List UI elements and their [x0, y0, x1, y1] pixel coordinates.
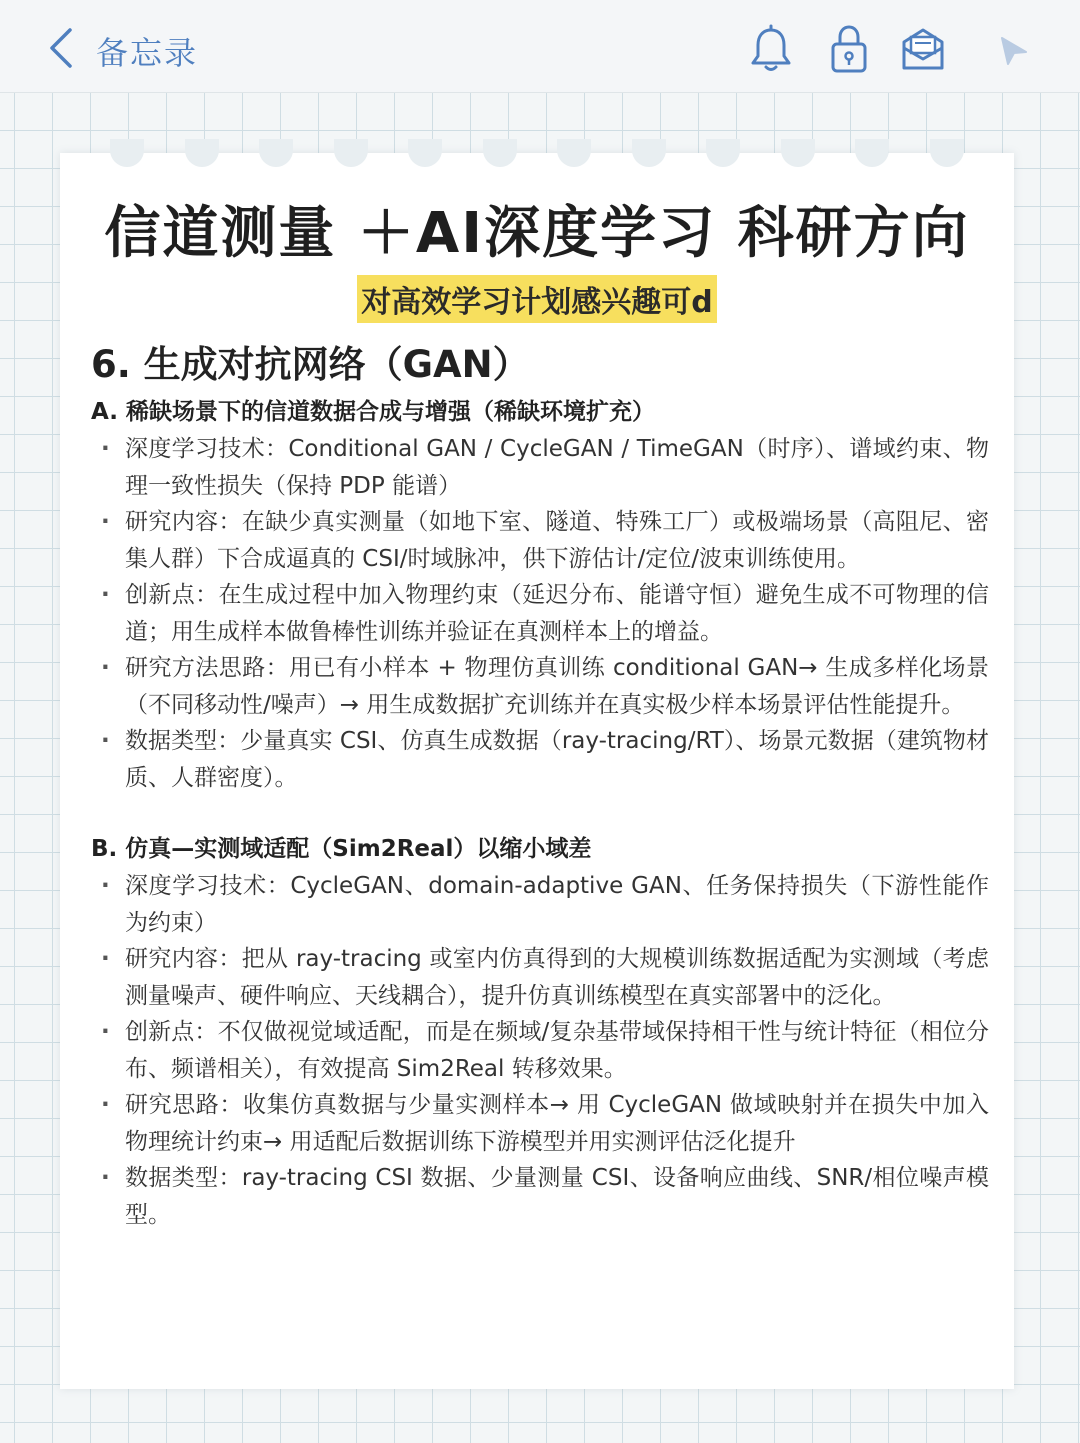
binder-hole	[110, 139, 144, 167]
mail-icon[interactable]	[900, 24, 946, 74]
part-a-list	[91, 431, 989, 796]
list-item	[91, 1160, 989, 1233]
list-item-text: 研究思路：收集仿真数据与少量实测样本→ 用 CycleGAN 做域映射并在损失中加入物理统计约束→ 用适配后数据训练下游模型并用实测评估泛化提升	[125, 1092, 989, 1155]
binder-hole	[185, 139, 219, 167]
note-paper	[60, 153, 1014, 1389]
top-toolbar	[0, 0, 1080, 93]
binder-hole	[855, 139, 889, 167]
section-heading: 6. 生成对抗网络（GAN）	[91, 343, 530, 386]
binder-hole	[706, 139, 740, 167]
list-item	[91, 650, 989, 723]
binder-hole	[930, 139, 964, 167]
back-button-label[interactable]: 备忘录	[96, 34, 199, 72]
chevron-left-icon[interactable]	[44, 26, 80, 70]
bullet-marker: ·	[101, 655, 110, 681]
bullet-marker: ·	[101, 436, 110, 462]
list-item	[91, 723, 989, 796]
spacer	[91, 796, 989, 832]
bell-icon[interactable]	[748, 24, 794, 74]
list-item-text: 数据类型：少量真实 CSI、仿真生成数据（ray-tracing/RT）、场景元数据（建筑物材质、人群密度）。	[125, 728, 989, 791]
note-title: 信道测量 ＋AI深度学习 科研方向	[104, 201, 970, 266]
binder-hole	[408, 139, 442, 167]
list-item	[91, 941, 989, 1014]
binder-hole	[557, 139, 591, 167]
bullet-marker: ·	[101, 946, 110, 972]
binder-hole	[781, 139, 815, 167]
binder-hole	[632, 139, 666, 167]
highlighted-subtitle: 对高效学习计划感兴趣可d	[357, 275, 716, 323]
list-item	[91, 504, 989, 577]
binder-hole	[334, 139, 368, 167]
list-item	[91, 577, 989, 650]
binder-hole	[259, 139, 293, 167]
list-item	[91, 1087, 989, 1160]
bullet-marker: ·	[101, 582, 110, 608]
bullet-marker: ·	[101, 1165, 110, 1191]
lock-icon[interactable]	[826, 24, 872, 74]
binder-holes	[60, 139, 1014, 167]
list-item-text: 研究方法思路：用已有小样本 + 物理仿真训练 conditional GAN→ 生成多样化场景（不同移动性/噪声）→ 用生成数据扩充训练并在真实极少样本场景评估性能提升。	[125, 655, 989, 718]
note-body[interactable]	[91, 341, 989, 1233]
send-icon[interactable]	[992, 24, 1032, 74]
list-item	[91, 1014, 989, 1087]
list-item-text: 创新点：不仅做视觉域适配，而是在频域/复杂基带域保持相干性与统计特征（相位分布、频谱相关），有效提高 Sim2Real 转移效果。	[125, 1019, 989, 1082]
list-item	[91, 431, 989, 504]
list-item-text: 研究内容：在缺少真实测量（如地下室、隧道、特殊工厂）或极端场景（高阻尼、密集人群）下合成逼真的 CSI/时域脉冲，供下游估计/定位/波束训练使用。	[125, 509, 989, 572]
list-item-text: 创新点：在生成过程中加入物理约束（延迟分布、能谱守恒）避免生成不可物理的信道；用生成样本做鲁棒性训练并验证在真测样本上的增益。	[125, 582, 989, 645]
bullet-marker: ·	[101, 873, 110, 899]
part-b-list	[91, 868, 989, 1233]
list-item-text: 深度学习技术：CycleGAN、domain-adaptive GAN、任务保持损失（下游性能作为约束）	[125, 873, 989, 936]
list-item-text: 深度学习技术：Conditional GAN / CycleGAN / TimeGAN（时序）、谱域约束、物理一致性损失（保持 PDP 能谱）	[125, 436, 989, 499]
bullet-marker: ·	[101, 509, 110, 535]
binder-hole	[483, 139, 517, 167]
part-a-heading: A. 稀缺场景下的信道数据合成与增强（稀缺环境扩充）	[91, 399, 655, 425]
bullet-marker: ·	[101, 1019, 110, 1045]
bullet-marker: ·	[101, 728, 110, 754]
list-item	[91, 868, 989, 941]
list-item-text: 研究内容：把从 ray-tracing 或室内仿真得到的大规模训练数据适配为实测域（考虑测量噪声、硬件响应、天线耦合），提升仿真训练模型在真实部署中的泛化。	[125, 946, 989, 1009]
list-item-text: 数据类型：ray-tracing CSI 数据、少量测量 CSI、设备响应曲线、SNR/相位噪声模型。	[125, 1165, 989, 1228]
part-b-heading: B. 仿真—实测域适配（Sim2Real）以缩小域差	[91, 836, 592, 862]
bullet-marker: ·	[101, 1092, 110, 1118]
